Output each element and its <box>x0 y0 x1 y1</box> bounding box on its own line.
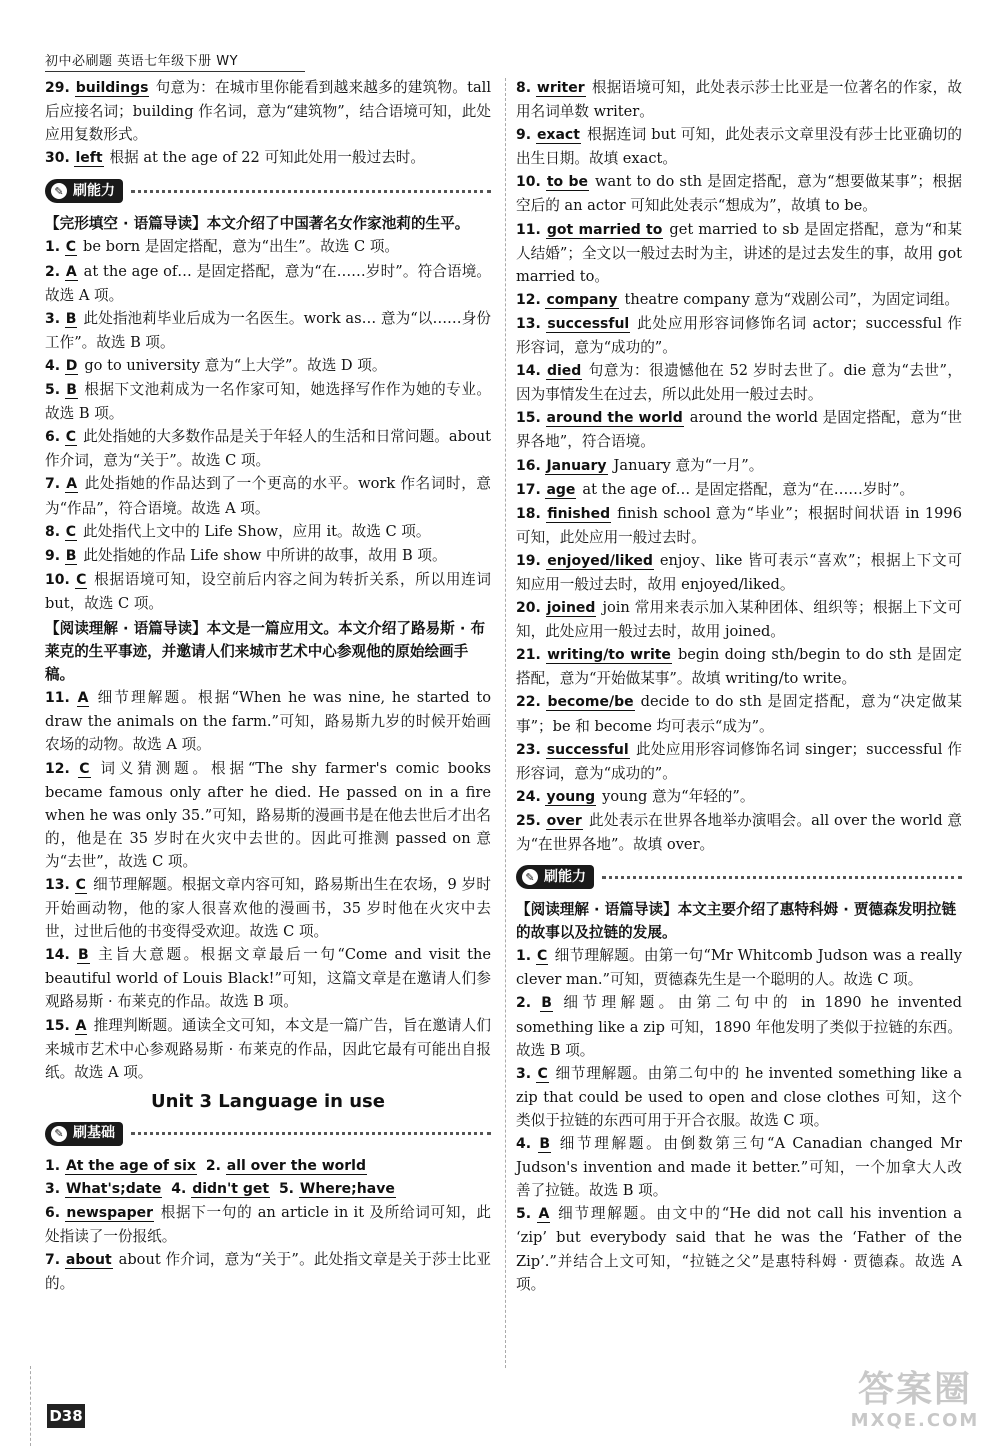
item-answer: become/be <box>547 694 634 711</box>
item-answer: enjoyed/liked <box>547 552 653 569</box>
item-number: 13. <box>45 877 70 893</box>
item-explanation: 细节理解题。由文中的“He did not call his invention a ‘zip’ but everybody said that he was the ‘Father of the Zip’.”并结合上文可知，“拉链之父”是惠特科姆 · 贾德森。故选 A 项。 <box>516 1205 963 1293</box>
item-explanation: 此处指她的大多数作品是关于年轻人的生活和日常问题。about 作介词，意为“关于”。故选 C 项。 <box>45 428 491 470</box>
answer-item <box>45 568 491 615</box>
answer-item <box>516 218 962 288</box>
item-answer: C <box>537 1065 548 1082</box>
answer-item <box>45 76 491 146</box>
base-answers-line2 <box>45 1178 491 1201</box>
item-explanation: 此处指代上文中的 Life Show，应用 it。故选 C 项。 <box>82 522 431 540</box>
answer-item <box>45 472 491 519</box>
answer-item <box>45 1201 491 1248</box>
answer-item <box>45 235 491 259</box>
item-number: 12. <box>45 760 70 777</box>
item-number: 3. <box>45 310 61 327</box>
book-icon: ✎ <box>520 867 540 887</box>
item-number: 20. <box>516 600 541 617</box>
answer-item <box>45 307 491 354</box>
item-number: 5. <box>278 1181 294 1198</box>
item-number: 3. <box>45 1181 61 1198</box>
answer-item <box>45 378 491 425</box>
item-explanation: 此处表示在世界各地举办演唱会。all over the world 意为“在世界各地”。故填 over。 <box>516 811 962 853</box>
watermark-line1: 答案圈 <box>857 1369 972 1410</box>
item-number: 14. <box>516 363 541 380</box>
answer-item <box>516 596 962 643</box>
item-answer: didn't get <box>192 1181 270 1198</box>
item-answer: A <box>77 690 89 707</box>
dotted-rule <box>131 1132 491 1135</box>
item-number: 1. <box>45 239 61 256</box>
item-answer: B <box>66 382 77 399</box>
footer-dash <box>30 1366 31 1446</box>
item-number: 6. <box>45 1205 61 1222</box>
item-answer: A <box>66 476 78 493</box>
item-answer: joined <box>546 600 596 617</box>
answer-item <box>516 502 962 549</box>
answer-item <box>45 873 491 943</box>
item-explanation: 细节理解题。根据文章内容可知，路易斯出生在农场，9 岁时开始画动物，他的家人很喜欢他的漫画书，35 岁时他在火灾中去世，过世后他的书变得受欢迎。故选 C 项。 <box>45 876 492 941</box>
item-explanation: decide to do sth 是固定搭配，意为“决定做某事”；be 和 become 均可表示“成为”。 <box>516 693 962 735</box>
item-explanation: about 作介词，意为“关于”。此处指文章是关于莎士比亚的。 <box>45 1251 492 1293</box>
item-number: 10. <box>516 174 541 191</box>
item-explanation: around the world 是固定搭配，意为“世界各地”，符合语境。 <box>516 409 962 451</box>
banner-badge <box>45 179 123 203</box>
answer-item <box>516 406 962 453</box>
book-icon: ✎ <box>49 1124 69 1144</box>
item-number: 15. <box>45 1017 70 1034</box>
item-explanation: want to do sth 是固定搭配，意为“想要做某事”；根据空后的 an actor 可知此处表示“想成为”，故填 to be。 <box>516 173 963 215</box>
answer-item <box>516 690 962 737</box>
answer-item <box>516 944 962 991</box>
banner-label: 刷基础 <box>73 1125 115 1142</box>
banner-ability-right <box>516 860 962 894</box>
item-answer: What's;date <box>65 1181 162 1198</box>
item-answer: C <box>76 571 87 588</box>
item-number: 4. <box>516 1136 532 1153</box>
item-answer: to be <box>546 174 588 191</box>
item-number: 1. <box>45 1157 61 1174</box>
item-answer: C <box>79 760 90 777</box>
item-explanation: at the age of… 是固定搭配，意为“在……岁时”。 <box>582 480 915 498</box>
item-explanation: 主旨大意题。根据文章最后一句“Come and visit the beautiful world of Louis Black!”可知，这篇文章是在邀请人们参观路易斯 · 布莱克的作品。故选 B 项。 <box>45 946 491 1011</box>
item-explanation: be born 是固定搭配，意为“出生”。故选 C 项。 <box>82 238 400 256</box>
watermark-line2: MXQE.COM <box>850 1410 980 1431</box>
cloze-title: 【完形填空 · 语篇导读】本文介绍了中国著名女作家池莉的生平。 <box>45 215 470 233</box>
unit-title: Unit 3 Language in use <box>151 1090 385 1112</box>
watermark-logo <box>840 1370 990 1440</box>
item-number: 2. <box>45 263 61 280</box>
answer-item <box>45 354 491 378</box>
banner-label: 刷能力 <box>544 868 586 885</box>
item-number: 18. <box>516 505 541 522</box>
item-explanation: 此处应用形容词修饰名词 singer；successful 作形容词，意为“成功的”。 <box>516 740 963 782</box>
answer-item <box>45 757 491 873</box>
item-answer: January <box>546 457 607 474</box>
item-answer: B <box>65 310 77 327</box>
item-number: 8. <box>45 523 61 540</box>
item-explanation: 根据 at the age of 22 可知此处用一般过去时。 <box>109 149 425 167</box>
item-number: 25. <box>516 812 541 829</box>
item-explanation: 推理判断题。通读全文可知，本文是一篇广告，旨在邀请人们来城市艺术中心参观路易斯 · 布莱克的作品，因此它最有可能出自报纸。故选 A 项。 <box>45 1016 491 1081</box>
cloze-items <box>45 235 491 615</box>
answer-item <box>45 146 491 170</box>
item-answer: all over the world <box>226 1157 367 1174</box>
reading-title-right: 【阅读理解 · 语篇导读】本文主要介绍了惠特科姆 · 贾德森发明拉链的故事以及拉链的发展。 <box>516 901 957 942</box>
item-number: 7. <box>45 476 61 493</box>
item-answer: C <box>65 523 76 540</box>
banner-basics <box>45 1117 491 1151</box>
item-answer: finished <box>547 505 611 522</box>
item-answer: died <box>546 363 582 380</box>
item-explanation: 细节理解题。根据“When he was nine, he started to draw the animals on the farm.”可知，路易斯九岁的时候开始画农场的动物。故选 A 项。 <box>45 689 492 754</box>
item-explanation: 句意为：在城市里你能看到越来越多的建筑物。tall 后应接名词；building 作名词，意为“建筑物”，结合语境可知，此处应用复数形式。 <box>45 79 492 144</box>
item-explanation: 此处指她的作品达到了一个更高的水平。work 作名词时，意为“作品”，符合语境。故选 A 项。 <box>45 475 491 517</box>
item-number: 16. <box>516 457 541 474</box>
item-number: 2. <box>205 1157 221 1174</box>
item-number: 30. <box>45 150 70 167</box>
item-explanation: 句意为：很遗憾他在 52 岁时去世了。die 意为“去世”，因为事情发生在过去，所以此处用一般过去时。 <box>516 362 963 404</box>
left-column <box>45 76 491 1296</box>
answer-item <box>516 991 962 1061</box>
item-explanation: 根据下一句的 an article in it 及所给词可知，此处指读了一份报纸。 <box>45 1204 491 1246</box>
answer-item <box>516 170 962 217</box>
answer-item <box>45 260 491 307</box>
item-explanation: theatre company 意为“戏剧公司”，为固定词组。 <box>624 290 960 308</box>
answer-item <box>45 425 491 472</box>
item-number: 4. <box>45 357 61 374</box>
item-number: 13. <box>516 315 541 332</box>
item-number: 23. <box>516 741 541 758</box>
item-answer: C <box>537 948 548 965</box>
dotted-rule <box>602 876 962 879</box>
answer-item <box>516 288 962 312</box>
page-number: D38 <box>47 1404 85 1428</box>
base-items <box>45 1201 491 1295</box>
answer-item <box>516 1062 962 1132</box>
item-explanation: finish school 意为“毕业”；根据时间状语 in 1996 可知，此处应用一般过去时。 <box>516 504 962 546</box>
item-explanation: 此处指池莉毕业后成为一名医生。work as… 意为“以……身份工作”。故选 B 项。 <box>45 309 491 351</box>
answer-item <box>516 785 962 809</box>
left-top-items <box>45 76 491 170</box>
item-number: 11. <box>516 221 541 238</box>
banner-ability-left <box>45 174 491 208</box>
item-explanation: 此处指她的作品 Life show 中所讲的故事，故用 B 项。 <box>83 546 447 564</box>
item-answer: C <box>75 877 86 893</box>
answer-item <box>516 76 962 123</box>
answer-item <box>516 643 962 690</box>
answer-item <box>45 686 491 756</box>
item-answer: D <box>65 357 78 374</box>
item-explanation: get married to sb 是固定搭配，意为“和某人结婚”；全文以一般过去时为主，讲述的是过去发生的事，故用 got married to。 <box>516 220 963 285</box>
dotted-rule <box>131 190 491 193</box>
item-number: 22. <box>516 694 541 711</box>
answer-item <box>516 359 962 406</box>
reading-items-left <box>45 686 491 1084</box>
answer-item <box>516 478 962 502</box>
item-number: 1. <box>516 948 532 965</box>
item-answer: C <box>65 429 77 446</box>
item-answer: age <box>546 481 576 498</box>
banner-badge <box>516 865 594 889</box>
answer-item <box>516 809 962 856</box>
item-explanation: 此处应用形容词修饰名词 actor；successful 作形容词，意为“成功的”。 <box>516 314 962 357</box>
item-answer: Where;have <box>299 1181 395 1198</box>
item-answer: A <box>538 1206 550 1223</box>
item-number: 7. <box>45 1252 61 1269</box>
item-answer: about <box>65 1252 112 1269</box>
answer-item <box>516 123 962 170</box>
item-explanation: 细节理解题。由第一句“Mr Whitcomb Judson was a really clever man.”可知，贾德森先生是一个聪明的人。故选 C 项。 <box>516 947 963 989</box>
item-answer: got married to <box>546 221 663 238</box>
item-explanation: at the age of… 是固定搭配，意为“在……岁时”。符合语境。故选 A 项。 <box>45 262 492 304</box>
answer-item <box>45 544 491 568</box>
right-column <box>516 76 962 1296</box>
item-number: 12. <box>516 291 541 308</box>
item-answer: over <box>546 812 582 829</box>
answer-item <box>516 312 962 359</box>
item-number: 3. <box>516 1065 532 1082</box>
answer-item <box>516 1132 962 1202</box>
item-number: 8. <box>516 80 532 96</box>
item-explanation: 根据语境可知，此处表示莎士比亚是一位著名的作家，故用名词单数 writer。 <box>516 79 962 121</box>
item-explanation: 根据语境可知，设空前后内容之间为转折关系，所以用连词 but，故选 C 项。 <box>45 570 491 612</box>
base-answers-line1 <box>45 1155 491 1178</box>
item-explanation: go to university 意为“上大学”。故选 D 项。 <box>84 356 387 374</box>
item-answer: writer <box>536 80 585 96</box>
item-number: 4. <box>171 1181 187 1198</box>
item-number: 24. <box>516 788 541 805</box>
item-answer: At the age of six <box>65 1157 196 1174</box>
item-answer: young <box>546 788 596 805</box>
answer-item <box>516 549 962 596</box>
item-number: 10. <box>45 571 70 588</box>
item-answer: C <box>65 239 76 256</box>
item-explanation: January 意为“一月”。 <box>613 456 764 474</box>
item-explanation: young 意为“年轻的”。 <box>602 787 755 805</box>
answer-item <box>516 454 962 478</box>
answer-item <box>45 520 491 544</box>
answer-item <box>45 943 491 1013</box>
item-answer: B <box>539 1136 551 1153</box>
item-number: 9. <box>45 547 61 564</box>
item-number: 6. <box>45 429 61 446</box>
answer-item <box>45 1248 491 1295</box>
answer-item <box>516 1202 962 1295</box>
item-explanation: begin doing sth/begin to do sth 是固定搭配，意为“开始做某事”。故填 writing/to write。 <box>516 646 962 688</box>
book-icon: ✎ <box>49 181 69 201</box>
answer-item <box>516 738 962 785</box>
item-explanation: 细节理解题。由第二句中的 he invented something like a zip that could be used to open and close clothes 可知，这个类似于拉链的东西可用于开合衣服。故选 C 项。 <box>516 1064 963 1129</box>
item-answer: A <box>75 1017 87 1034</box>
item-answer: writing/to write <box>547 647 671 664</box>
item-answer: B <box>65 547 77 564</box>
banner-badge <box>45 1122 123 1146</box>
item-answer: successful <box>546 741 629 758</box>
item-answer: exact <box>536 127 580 144</box>
column-divider <box>505 78 506 1368</box>
item-answer: B <box>541 995 552 1012</box>
reading-items-right <box>516 944 962 1295</box>
answer-item <box>45 1014 491 1084</box>
item-explanation: 根据下文池莉成为一名作家可知，她选择写作作为她的专业。故选 B 项。 <box>45 381 491 423</box>
running-header: 初中必刷题 英语七年级下册 WY <box>45 50 305 72</box>
reading-title-left: 【阅读理解 · 语篇导读】本文是一篇应用文。本文介绍了路易斯 · 布莱克的生平事迹，并邀请人们来城市艺术中心参观他的原始绘画手稿。 <box>45 619 486 684</box>
item-number: 5. <box>516 1206 532 1223</box>
item-answer: around the world <box>546 410 683 427</box>
right-top-items <box>516 76 962 856</box>
item-explanation: 词义猜测题。根据“The shy farmer's comic books became famous only after he died. He passed on in a fire when he was only 35.”可知，路易斯的漫画书是在他去世后才出名的，他是在 35 岁时在火灾中去世的。因此可推测 passed on 意为“去世”，故选 C 项。 <box>45 759 492 870</box>
item-answer: B <box>77 947 89 964</box>
item-explanation: join 常用来表示加入某种团体、组织等；根据上下文可知，此处应用一般过去时，故用 joined。 <box>516 599 962 641</box>
item-explanation: 细节理解题。由第二句中的 in 1890 he invented something like a zip 可知，1890 年他发明了类似于拉链的东西。故选 B 项。 <box>516 994 963 1059</box>
item-explanation: enjoy、like 皆可表示“喜欢”；根据上下文可知应用一般过去时，故用 enjoyed/liked。 <box>516 551 963 593</box>
item-answer: company <box>546 291 618 308</box>
item-number: 11. <box>45 690 70 707</box>
item-answer: successful <box>547 315 630 332</box>
item-answer: buildings <box>75 80 149 96</box>
banner-label: 刷能力 <box>73 182 115 199</box>
item-number: 19. <box>516 552 541 569</box>
item-explanation: 细节理解题。由倒数第三句“A Canadian changed Mr Judson's invention and made it better.”可知，一个加拿大人改善了拉链。故选 B 项。 <box>516 1135 963 1200</box>
item-number: 17. <box>516 481 541 498</box>
item-number: 29. <box>45 80 70 96</box>
item-number: 5. <box>45 382 61 399</box>
item-number: 15. <box>516 410 541 427</box>
item-number: 21. <box>516 647 541 664</box>
item-number: 14. <box>45 947 70 964</box>
item-number: 9. <box>516 127 532 144</box>
item-answer: A <box>65 263 77 280</box>
item-answer: left <box>75 150 103 167</box>
item-answer: newspaper <box>66 1205 154 1222</box>
item-explanation: 根据连词 but 可知，此处表示文章里没有莎士比亚确切的出生日期。故填 exact。 <box>516 126 963 168</box>
item-number: 2. <box>516 995 532 1012</box>
